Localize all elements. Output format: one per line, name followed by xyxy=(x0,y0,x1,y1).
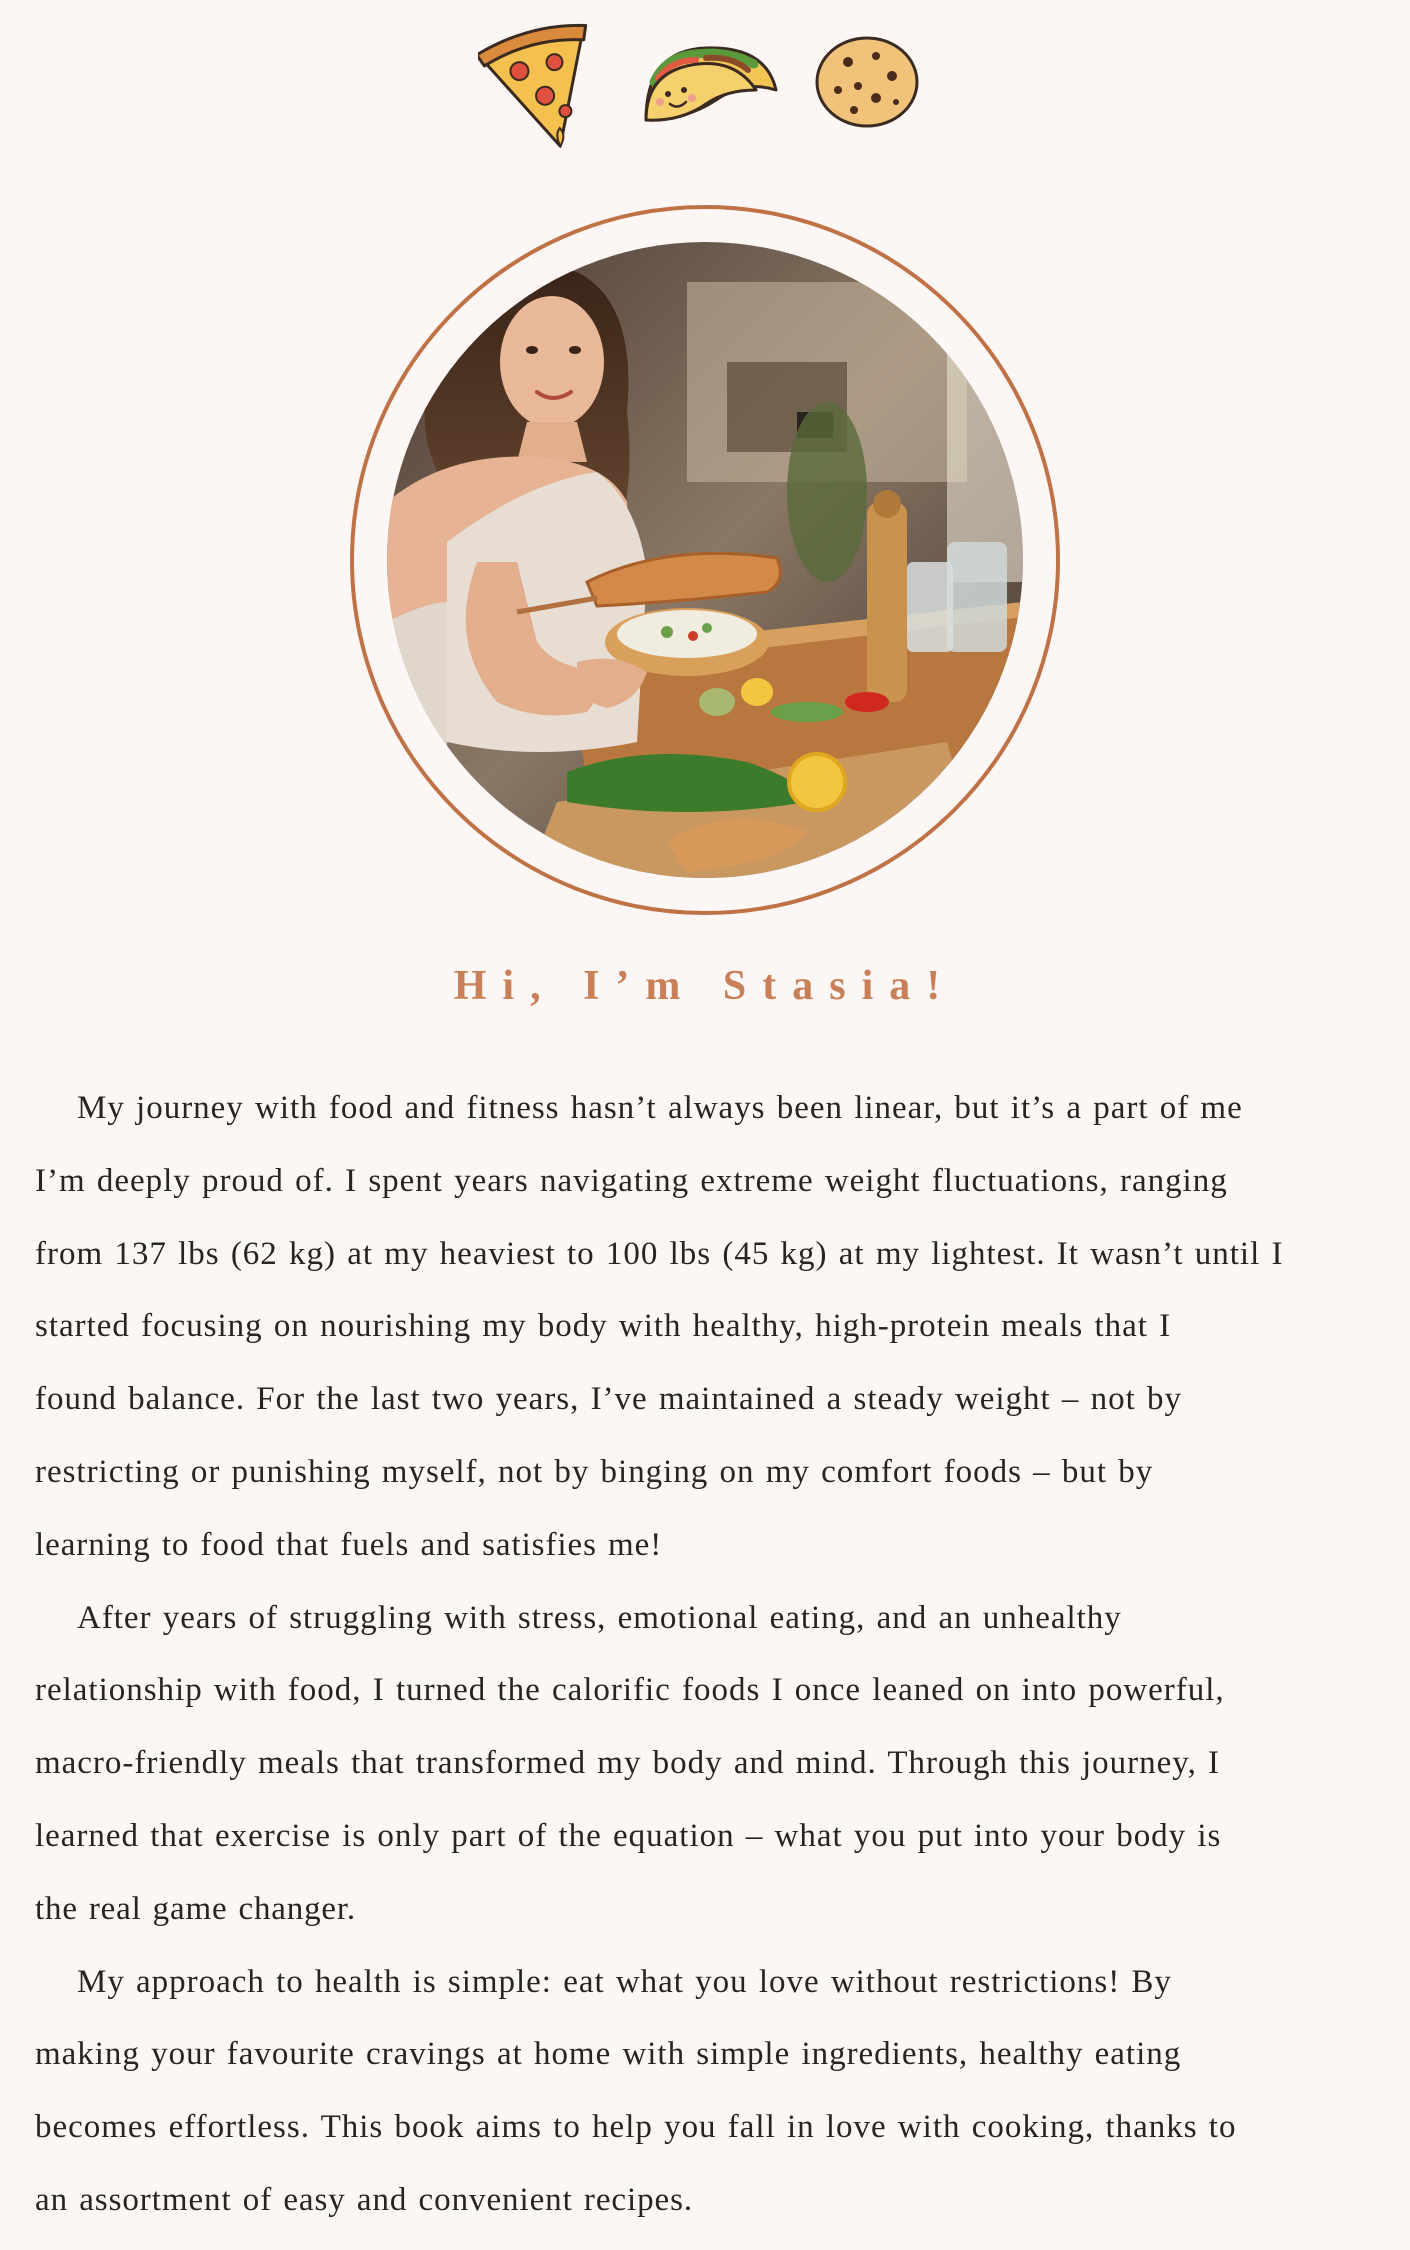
text-line: My journey with food and fitness hasn’t always been linear, but it’s a part of me xyxy=(77,1090,1243,1126)
paragraph xyxy=(35,1582,1385,1946)
text-line: After years of struggling with stress, emotional eating, and an unhealthy xyxy=(77,1599,1122,1636)
taco-icon xyxy=(636,30,786,140)
cookie-icon xyxy=(812,32,922,132)
paragraph xyxy=(35,1072,1385,1582)
text-line: becomes effortless. This book aims to help you fall in love with cooking, thanks to xyxy=(35,2109,1237,2146)
text-line: the real game changer. xyxy=(35,1890,356,1927)
text-line: learned that exercise is only part of the equation – what you put into your body is xyxy=(35,1817,1222,1854)
text-line: macro-friendly meals that transformed my body and mind. Through this journey, I xyxy=(35,1745,1221,1782)
pizza-slice-icon xyxy=(478,18,608,158)
text-line: I’m deeply proud of. I spent years navigating extreme weight fluctuations, ranging xyxy=(35,1162,1228,1199)
intro-text xyxy=(35,1072,1385,2237)
text-line: relationship with food, I turned the calorific foods I once leaned on into powerful, xyxy=(35,1672,1225,1709)
text-line: started focusing on nourishing my body with healthy, high-protein meals that I xyxy=(35,1308,1172,1345)
paragraph xyxy=(35,1946,1385,2237)
text-line: My approach to health is simple: eat what you love without restrictions! By xyxy=(77,1963,1172,2000)
food-icons-row xyxy=(0,18,1410,168)
text-line: from 137 lbs (62 kg) at my heaviest to 100 lbs (45 kg) at my lightest. It wasn’t until I xyxy=(35,1235,1284,1272)
text-line: an assortment of easy and convenient recipes. xyxy=(35,2181,694,2218)
text-line: making your favourite cravings at home with simple ingredients, healthy eating xyxy=(35,2036,1182,2073)
profile-photo-frame xyxy=(350,205,1060,915)
text-line: found balance. For the last two years, I’ve maintained a steady weight – not by xyxy=(35,1381,1182,1418)
text-line: restricting or punishing myself, not by binging on my comfort foods – but by xyxy=(35,1453,1154,1490)
page-title: Hi, I’m Stasia! xyxy=(453,963,957,1009)
text-line: learning to food that fuels and satisfies me! xyxy=(35,1526,663,1563)
profile-photo xyxy=(387,242,1023,878)
